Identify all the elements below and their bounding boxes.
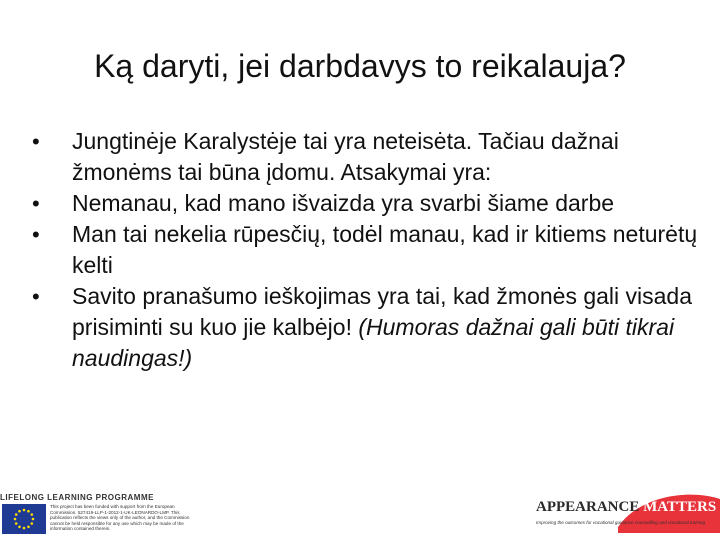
am-logo-text <box>536 499 716 516</box>
bullet-text-4-italic: (Humoras dažnai gali būti tikrai naudingas!) <box>72 314 675 371</box>
eu-logo-block <box>0 493 200 540</box>
bullet-item-4 <box>30 281 698 374</box>
bullet-text-4: Savito pranašumo ieškojimas yra tai, kad žmonės gali visada prisiminti su kuo jie kalbėjo! <box>72 283 693 340</box>
slide-title: Ką daryti, jei darbdavys to reikalauja? <box>94 48 626 84</box>
bullet-text-2: Nemanau, kad mano išvaizda yra svarbi šiame darbe <box>72 190 615 216</box>
am-tagline: Improving the outcomes for vocational guidance counselling and vocational training <box>536 520 706 525</box>
bullet-item-3 <box>30 219 698 281</box>
bullet-marker: • <box>32 222 40 247</box>
bullet-text-3: Man tai nekelia rūpesčių, todėl manau, kad ir kitiems neturėtų kelti <box>72 221 698 278</box>
bullet-list <box>30 126 698 374</box>
bullet-item-2 <box>30 188 698 219</box>
bullet-marker: • <box>32 284 40 309</box>
bullet-text-1: Jungtinėje Karalystėje tai yra neteisėta. Tačiau dažnai žmonėms tai būna įdomu. Atsakymai yra: <box>72 128 619 185</box>
bullet-item-1 <box>30 126 698 188</box>
eu-disclaimer: This project has been funded with support from the European Commission. 527419-LLP-1-2012-1-UK-LEONARDO-LMP. This publication reflects the views only of the author, and the Commission cannot be held responsible for any use which may be made of the information contained therein. <box>50 504 190 532</box>
bullet-marker: • <box>32 129 40 154</box>
am-logo-part1: APPEARANCE <box>536 499 640 515</box>
bullet-marker: • <box>32 191 40 216</box>
eu-flag-icon <box>2 504 46 534</box>
am-logo-part2: MATTERS <box>643 499 717 515</box>
appearance-matters-logo <box>530 493 720 540</box>
eu-programme-label: LIFELONG LEARNING PROGRAMME <box>0 493 154 502</box>
